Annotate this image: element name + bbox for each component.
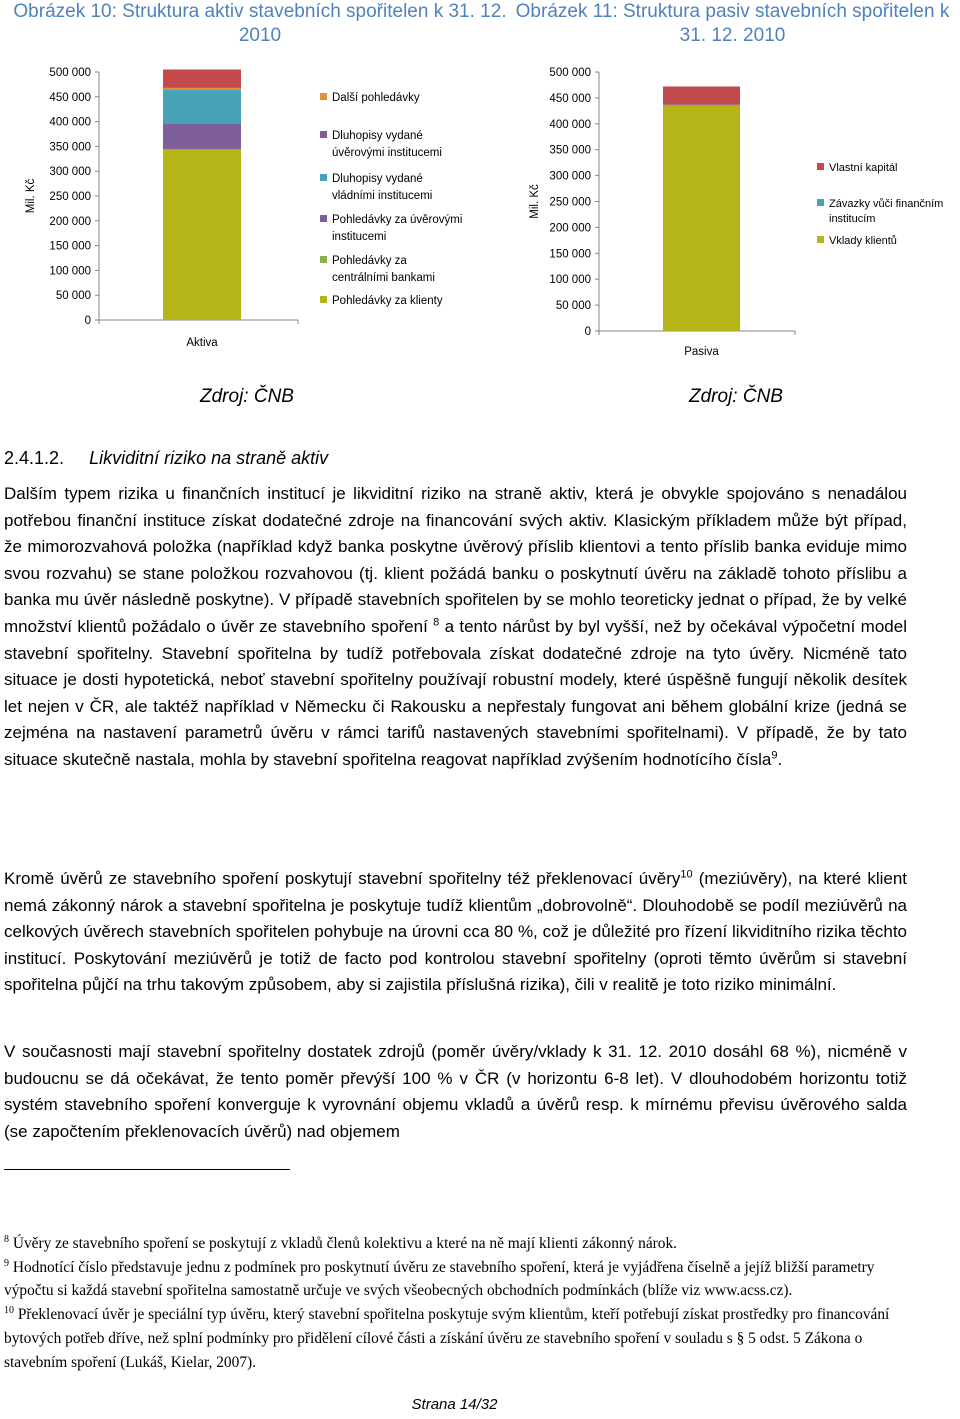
footnote-ref-10[interactable]: 10 [680,868,693,881]
paragraph-1-text-b: a tento nárůst by byl vyšší, než by očekával výpočetní model stavební spořitelny. Stavební spořitelna by tudíž potřebovala získat dodatečné zdroje na tyto úvěry. Nicméně tato situace je dosti hypotetická, neboť stavební spořitelny používají robustní modely, které úspěšně fungují několik desítek let nejen v ČR, ale taktéž například v Německu či Rakousku a nepřestaly fungovat ani během globální krize (jedná se zejména na nastavení parametrů úvěru v rámci tarifů nastavených stavebními spořitelnami). V případě, že by tato situace skutečně nastala, mohla by stavební spořitelna reagovat například zvýšením hodnotícího čísla [4,616,907,769]
bar-segment [663,106,740,331]
footnotes [4,1232,909,1374]
y-tick-label: 50 000 [55,290,91,303]
legend-label: Vlastní kapitál [829,162,898,174]
assets-chart [0,55,500,365]
y-tick-label: 100 000 [49,265,91,278]
legend-swatch [320,296,327,303]
y-tick-label: 350 000 [49,141,91,154]
bar-segment [663,87,740,105]
liabilities-chart [505,55,945,365]
bar-segment [163,124,241,150]
footnote-10 [4,1303,909,1374]
y-tick-label: 300 000 [549,170,591,183]
footnote-ref-8[interactable]: 8 [433,616,440,629]
bar-segment [163,90,241,124]
legend-label: Dluhopisy vydané [332,130,423,142]
y-tick-label: 250 000 [549,196,591,209]
y-tick-label: 350 000 [549,144,591,157]
footnote-8 [4,1232,909,1256]
footnote-number: 8 [4,1233,9,1245]
figure-11-caption: Obrázek 11: Struktura pasiv stavebních spořitelen k 31. 12. 2010 [515,1,950,46]
legend-label: institucím [829,213,876,225]
legend-label: Další pohledávky [332,92,420,104]
y-tick-label: 450 000 [549,92,591,105]
x-category-label: Aktiva [186,337,218,349]
assets-chart-svg [0,55,500,365]
footnote-number: 9 [4,1257,9,1269]
legend-swatch [320,256,327,263]
footnote-separator [4,1169,290,1170]
y-tick-label: 300 000 [49,166,91,179]
paragraph-2-text-b: (meziúvěry), na které klient nemá zákonný nárok a stavební spořitelna je poskytuje tudíž klientům „dobrovolně“. Dlouhodobě se podíl meziúvěrů na celkových úvěrech stavebních spořitelen pohybuje na úrovni cca 80 %, což je důležité pro řízení likviditního rizika těchto institucí. Poskytování meziúvěrů je totiž de facto pod kontrolou stavební spořitelny (oproti těmto úvěrům si stavební spořitelna půjčí na trhu takovým způsobem, aby si zajistila příslušná rizika), čili v realitě je toto riziko minimální. [4,869,907,995]
legend-label: institucemi [332,231,387,243]
paragraph-2 [4,866,907,999]
paragraph-1-text-c: . [777,749,783,769]
legend-label: úvěrovými institucemi [332,147,442,159]
legend-swatch [320,131,327,138]
liabilities-chart-svg [505,55,945,365]
section-number: 2.4.1.2. [4,448,65,468]
footnote-text: Překlenovací úvěr je speciální typ úvěru, který stavební spořitelna poskytuje svým klientům, kteří potřebují získat prostředky pro financování bytových potřeb dříve, než splní podmínky pro přidělení cílové části a získání úvěru ze stavebního spoření v souladu s § 5 odst. 5 Zákona o stavebním spoření (Lukáš, Kielar, 2007). [4,1306,890,1371]
legend-swatch [817,236,824,243]
y-tick-label: 50 000 [555,300,591,313]
footnote-ref-9[interactable]: 9 [771,749,778,762]
legend-swatch [320,174,327,181]
legend-label: Vklady klientů [829,235,897,247]
figure-10-caption: Obrázek 10: Struktura aktiv stavebních spořitelen k 31. 12. 2010 [13,1,507,46]
y-axis-label: Mil. Kč [529,184,541,219]
y-tick-label: 200 000 [49,215,91,228]
section-title: Likviditní riziko na straně aktiv [89,448,329,468]
legend-swatch [817,199,824,206]
page-number: Strana 14/32 [411,1396,498,1413]
paragraph-3-text: V současnosti mají stavební spořitelny dostatek zdrojů (poměr úvěry/vklady k 31. 12. 2010 dosáhl 68 %), nicméně v budoucnu se dá očekávat, že tento poměr převýší 100 % v ČR (v horizontu 6-8 let). V dlouhodobém horizontu totiž systém stavebního spoření konverguje k vyrovnání objemu vkladů a úvěrů resp. k mírnému převisu úvěrového salda (se započtením překlenovacích úvěrů) nad objemem [4,1042,907,1141]
bar-segment [163,150,241,320]
legend-label: Dluhopisy vydané [332,173,423,185]
legend-label: vládními institucemi [332,190,433,202]
y-tick-label: 150 000 [49,240,91,253]
y-tick-label: 0 [84,315,91,327]
bar-segment [663,105,740,106]
paragraph-2-text-a: Kromě úvěrů ze stavebního spoření poskytují stavební spořitelny též překlenovací úvěry [4,869,681,888]
paragraph-3 [4,1039,907,1145]
section-heading [4,448,328,469]
y-tick-label: 500 000 [549,67,591,79]
bar-segment [163,70,241,88]
footnote-number: 10 [4,1304,14,1316]
legend-label: centrálními bankami [332,272,435,284]
bar-segment [163,88,241,89]
x-category-label: Pasiva [684,346,719,358]
y-tick-label: 450 000 [49,91,91,104]
y-tick-label: 0 [584,326,591,338]
right-source-note: Zdroj: ČNB [689,386,783,407]
y-tick-label: 400 000 [549,118,591,131]
left-source-note: Zdroj: ČNB [200,386,294,407]
y-tick-label: 400 000 [49,116,91,129]
legend-label: Pohledávky za klienty [332,295,443,307]
footnote-text: Hodnotící číslo představuje jednu z podmínek pro poskytnutí úvěru ze stavebního spoření, která je vyjádřena číselně a jejíž bližší parametry výpočtu si každá stavební spořitelna samostatně určuje ve svých všeobecných obchodních podmínkách (blíže viz www.acss.cz). [4,1258,875,1300]
y-axis-label: Mil. Kč [25,178,37,214]
footnote-text: Úvěry ze stavebního spoření se poskytují z vkladů členů kolektivu a které na ně mají klienti zákonný nárok. [9,1235,678,1252]
legend-swatch [320,215,327,222]
y-tick-label: 250 000 [49,191,91,203]
y-tick-label: 200 000 [549,222,591,235]
legend-swatch [320,93,327,100]
legend-swatch [817,163,824,170]
legend-label: Závazky vůči finančním [829,198,944,210]
paragraph-1 [4,481,907,774]
y-tick-label: 100 000 [549,274,591,287]
y-tick-label: 150 000 [549,248,591,261]
legend-label: Pohledávky za [332,255,407,267]
footnote-9 [4,1256,909,1303]
paragraph-1-text-a: Dalším typem rizika u finančních institucí je likviditní riziko na straně aktiv, která je obvykle spojováno s nenadálou potřebou finanční instituce získat dodatečné zdroje na financování svých aktiv. Klasickým příkladem může být případ, že mimorozvahová položka (například když banka poskytne úvěrový příslib klientovi a tento příslib banka eviduje mimo svou rozvahu) se stane položkou rozvahovou (tj. klient požádá banku o poskytnutí úvěru na základě tohoto příslibu a banka mu úvěr následně poskytne). V případě stavebních spořitelen by se mohlo teoreticky jednat o případ, že by velké množství klientů požádalo o úvěr ze stavebního spoření [4,484,907,636]
legend-label: Pohledávky za úvěrovými [332,214,463,226]
y-tick-label: 500 000 [49,67,91,79]
